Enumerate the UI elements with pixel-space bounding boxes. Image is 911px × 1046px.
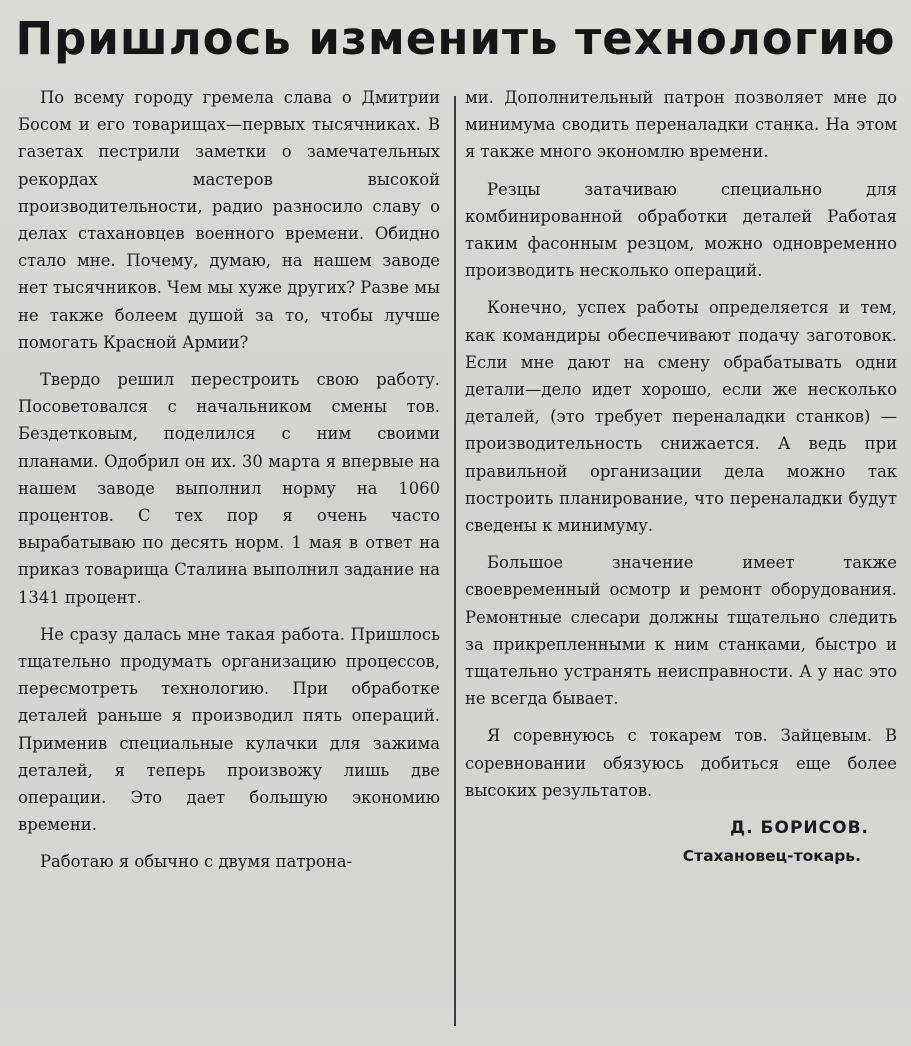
article-paragraph: Резцы затачиваю специально для комбинированной обработки деталей Работая таким фасонным резцом, можно одновременно производить несколько операций. <box>465 179 897 281</box>
article-paragraph: Большое значение имеет также своевременный осмотр и ремонт оборудования. Ремонтные слесари должны тщательно следить за прикрепленными к ним станками, быстро и тщательно устранять неисправности. А у нас это не всегда бывает. <box>465 553 897 709</box>
article-paragraph: Я соревнуюсь с токарем тов. Зайцевым. В соревновании обязуюсь добиться еще более высоких результатов. <box>465 726 897 800</box>
article-headline: Пришлось изменить технологию <box>15 12 896 65</box>
article-paragraph: Твердо решил перестроить свою работу. Посоветовался с начальником смены тов. Бездетковым, поделился с ним своими планами. Одобрил он их. 30 марта я впервые на нашем заводе выполнил норму на 1060 процентов. С тех пор я очень часто вырабатываю по десять норм. 1 мая в ответ на приказ товарища Сталина выполнил задание на 1341 процент. <box>18 370 440 607</box>
article-paragraph: Не сразу далась мне такая работа. Пришлось тщательно продумать организацию процессов, пересмотреть технологию. При обработке деталей раньше я производил пять операций. Применив специальные кулачки для зажима деталей, я теперь произвожу лишь две операции. Это дает большую экономию времени. <box>18 624 440 835</box>
article-paragraph: Конечно, успех работы определяется и тем, как командиры обеспечивают подачу заготовок. Если мне дают на смену обрабатывать одни детали—дело идет хорошо, если же несколько деталей, (это требует переналадки станков) — производительность снижается. А ведь при правильной организации дела можно так построить планирование, что переналадки будут сведены к минимуму. <box>465 298 897 536</box>
article-paragraph: По всему городу гремела слава о Дмитрии Босом и его товарищах—первых тысячниках. В газетах пестрили заметки о замечательных рекордах мастеров высокой производительности, радио разносило славу о делах стахановцев военного времени. Обидно стало мне. Почему, думаю, на нашем заводе нет тысячников. Чем мы хуже других? Разве мы не также болеем душой за то, чтобы лучше помогать Красной Армии? <box>18 88 440 352</box>
article-paragraph-continued: ми. Дополнительный патрон позволяет мне до минимума сводить переналадки станка. На этом я также много экономлю времени. <box>465 88 897 162</box>
article-paragraph: Работаю я обычно с двумя патрона- <box>40 852 353 872</box>
author-signature <box>465 814 897 870</box>
column-divider <box>454 96 456 1026</box>
article-column-right <box>465 84 897 870</box>
author-role: Стахановец-токарь. <box>682 847 861 866</box>
author-name: Д. БОРИСОВ. <box>730 818 869 839</box>
article-column-left <box>18 84 440 886</box>
